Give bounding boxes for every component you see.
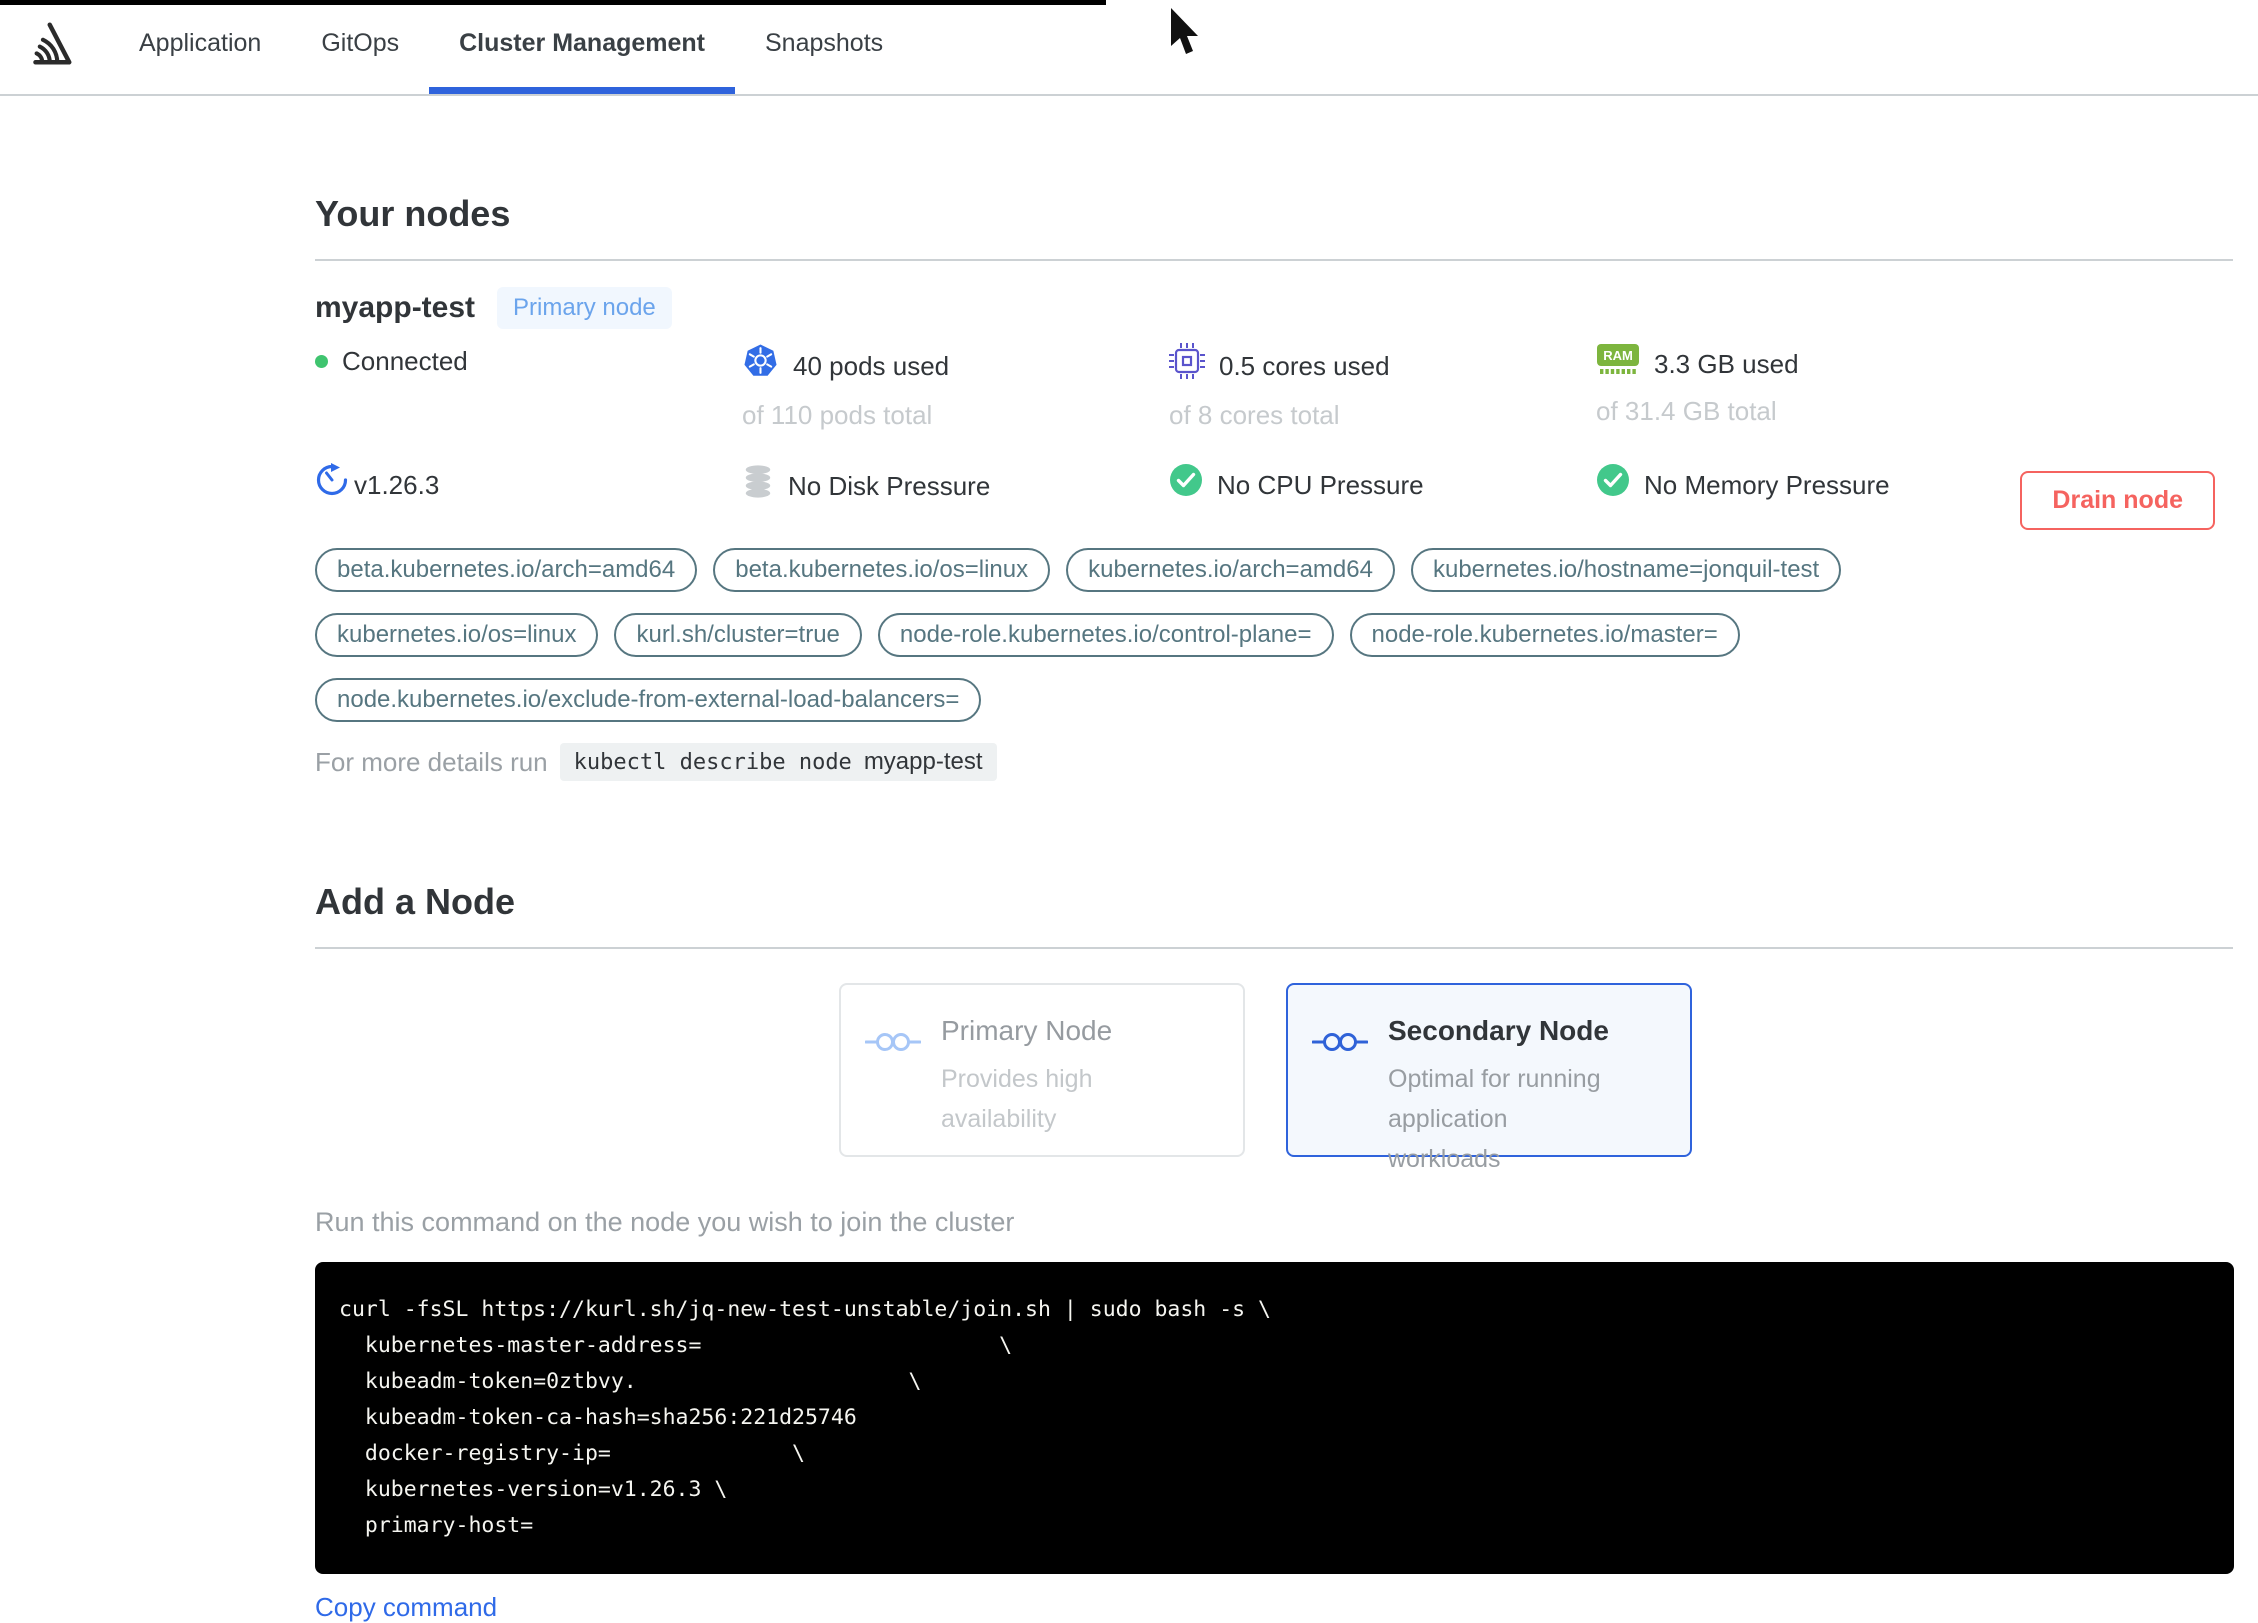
join-command-line: curl -fsSL https://kurl.sh/jq-new-test-unstable/join.sh | sudo bash -s \ bbox=[339, 1297, 1271, 1322]
node-label-row bbox=[315, 548, 2233, 592]
node-version bbox=[315, 463, 742, 506]
disk-pressure-condition bbox=[742, 463, 1169, 508]
main-content bbox=[0, 193, 2258, 1623]
node-label-pill: kubernetes.io/hostname=jonquil-test bbox=[1411, 548, 1841, 592]
tab-gitops[interactable]: GitOps bbox=[321, 29, 400, 57]
node-label-pill: node-role.kubernetes.io/master= bbox=[1350, 613, 1740, 657]
join-instruction: Run this command on the node you wish to join the cluster bbox=[315, 1207, 1015, 1237]
cpu-chip-icon bbox=[1169, 343, 1205, 388]
primary-node-option-title: Primary Node bbox=[941, 1015, 1113, 1046]
node-label-pill: beta.kubernetes.io/arch=amd64 bbox=[315, 548, 697, 592]
join-command-line: kubeadm-token-ca-hash=sha256:221d25746 bbox=[339, 1405, 857, 1430]
memory-total-sub: of 31.4 GB total bbox=[1596, 396, 1777, 426]
node-label-row bbox=[315, 678, 2233, 722]
node-label-pill: kubernetes.io/arch=amd64 bbox=[1066, 548, 1395, 592]
tab-snapshots[interactable]: Snapshots bbox=[765, 29, 884, 57]
primary-node-option[interactable] bbox=[839, 983, 1245, 1157]
node-label-row bbox=[315, 613, 2233, 657]
screen-top-artifact-strip bbox=[0, 0, 1106, 5]
cpu-pressure-condition bbox=[1169, 463, 1596, 506]
kubectl-command-node-name: myapp-test bbox=[863, 748, 983, 775]
node-label-pill: kurl.sh/cluster=true bbox=[614, 613, 861, 657]
cores-stat bbox=[1169, 343, 1596, 433]
disk-pressure-label: No Disk Pressure bbox=[788, 470, 991, 501]
your-nodes-title: Your nodes bbox=[315, 193, 511, 234]
svg-text:RAM: RAM bbox=[1603, 348, 1633, 363]
pods-total-sub: of 110 pods total bbox=[742, 400, 933, 430]
tab-application[interactable]: Application bbox=[139, 29, 262, 57]
node-version-label: v1.26.3 bbox=[354, 469, 440, 500]
version-icon bbox=[315, 463, 349, 506]
node-status-label: Connected bbox=[342, 346, 468, 376]
top-nav bbox=[0, 0, 2258, 96]
join-command-line: docker-registry-ip= \ bbox=[339, 1441, 805, 1466]
pods-used-value: 40 pods used bbox=[793, 350, 950, 381]
section-divider bbox=[315, 947, 2233, 949]
join-command-block[interactable] bbox=[315, 1262, 2234, 1574]
node-label-pill: node.kubernetes.io/exclude-from-external-load-balancers= bbox=[315, 678, 981, 722]
replicated-logo-icon bbox=[25, 21, 73, 74]
secondary-node-option-title: Secondary Node bbox=[1388, 1015, 1609, 1046]
pods-stat bbox=[742, 343, 1169, 433]
join-command-line: primary-host= bbox=[339, 1513, 534, 1538]
copy-command-link[interactable]: Copy command bbox=[315, 1592, 498, 1622]
primary-node-option-desc: Provides high availability bbox=[941, 1065, 1093, 1133]
node-label-pill: kubernetes.io/os=linux bbox=[315, 613, 598, 657]
ram-icon bbox=[1596, 343, 1640, 384]
node-label-pill: beta.kubernetes.io/os=linux bbox=[713, 548, 1050, 592]
nav-tabs bbox=[109, 0, 913, 94]
join-command-line: kubernetes-version=v1.26.3 \ bbox=[339, 1477, 728, 1502]
memory-pressure-label: No Memory Pressure bbox=[1644, 469, 1890, 500]
node-status bbox=[315, 343, 742, 379]
node-label-pill: node-role.kubernetes.io/control-plane= bbox=[878, 613, 1334, 657]
cpu-pressure-label: No CPU Pressure bbox=[1217, 469, 1424, 500]
kubernetes-icon bbox=[742, 343, 779, 388]
check-icon bbox=[1169, 463, 1203, 506]
primary-node-badge: Primary node bbox=[497, 287, 672, 329]
secondary-node-option[interactable] bbox=[1286, 983, 1692, 1173]
connected-dot-icon bbox=[315, 355, 328, 368]
memory-used-value: 3.3 GB used bbox=[1654, 348, 1799, 379]
drain-node-button[interactable]: Drain node bbox=[2020, 471, 2215, 530]
cores-used-value: 0.5 cores used bbox=[1219, 350, 1390, 381]
linked-nodes-icon bbox=[1312, 1027, 1368, 1155]
node-type-options bbox=[839, 983, 2233, 1173]
describe-node-command-chip bbox=[560, 743, 997, 781]
node-name: myapp-test bbox=[315, 291, 476, 324]
join-command-line: kubernetes-master-address= \ bbox=[339, 1333, 1013, 1358]
app-logo[interactable] bbox=[25, 0, 73, 94]
disk-icon bbox=[742, 463, 774, 508]
details-prefix: For more details run bbox=[315, 746, 548, 777]
node-card bbox=[315, 261, 2233, 781]
cores-total-sub: of 8 cores total bbox=[1169, 400, 1340, 430]
linked-nodes-icon bbox=[865, 1027, 921, 1155]
memory-stat bbox=[1596, 343, 2233, 429]
secondary-node-option-desc: Optimal for running application workloads bbox=[1388, 1065, 1601, 1173]
join-command-line: kubeadm-token=0ztbvy. \ bbox=[339, 1369, 922, 1394]
add-node-title: Add a Node bbox=[315, 881, 516, 922]
check-icon bbox=[1596, 463, 1630, 506]
kubectl-command-text: kubectl describe node bbox=[573, 750, 852, 775]
node-labels bbox=[315, 548, 2233, 722]
tab-cluster-management[interactable]: Cluster Management bbox=[429, 0, 735, 94]
